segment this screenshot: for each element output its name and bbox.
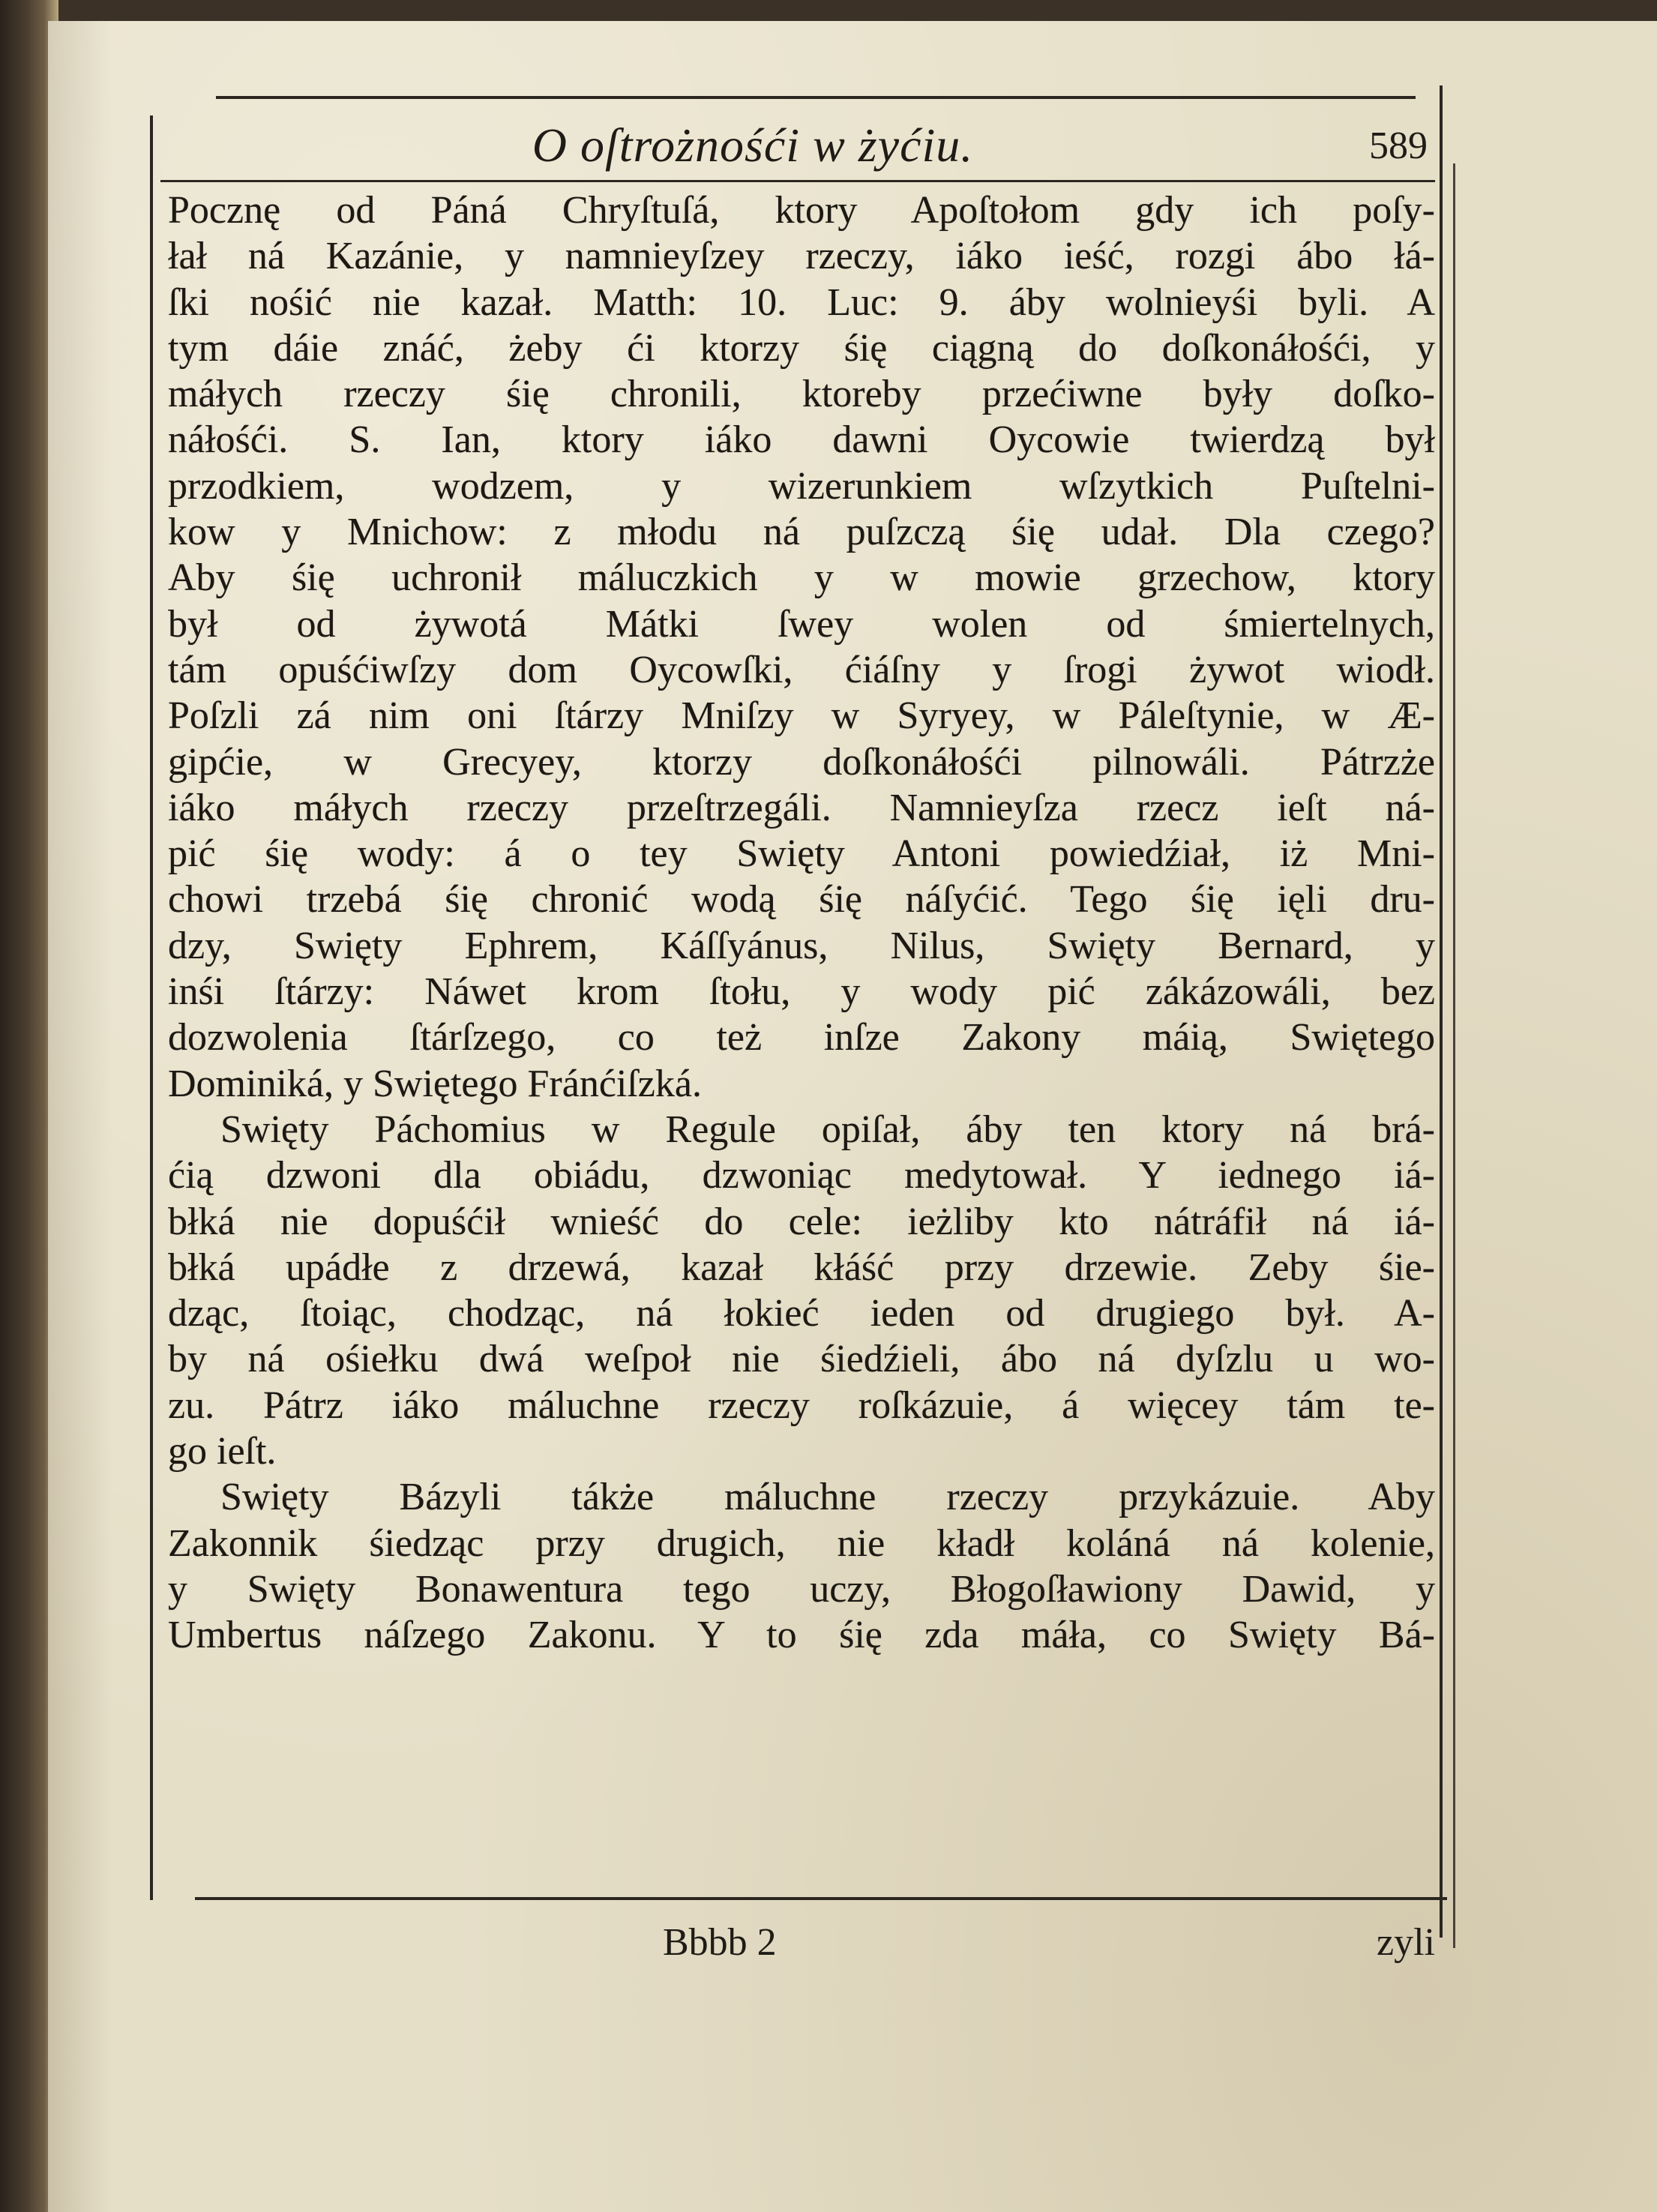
text-line: gipćie, w Grecyey, ktorzy doſkonáłośći pilnowáli. Pátrzże: [168, 740, 1435, 784]
signature-mark: Bbbb 2: [663, 1921, 777, 1964]
paragraph-end-line: Dominiká, y Swiętego Fránćiſzká.: [168, 1062, 702, 1105]
text-line: był od żywotá Mátki ſwey wolen od śmiertelnych,: [168, 602, 1435, 646]
top-border-rule: [216, 96, 1416, 99]
text-line: ćią dzwoni dla obiádu, dzwoniąc medytował. Y iednego iá-: [168, 1154, 1435, 1197]
text-line: náłośći. S. Ian, ktory iáko dawni Oycowie twierdzą był: [168, 418, 1435, 462]
text-line: iáko máłych rzeczy przeſtrzegáli. Namnieyſza rzecz ieſt ná-: [168, 786, 1435, 829]
text-line: łał ná Kazánie, y namnieyſzey rzeczy, iáko ieść, rozgi ábo łá-: [168, 235, 1435, 278]
text-line: Aby śię uchronił máluczkich y w mowie grzechow, ktory: [168, 556, 1435, 600]
text-line: ſki nośić nie kazał. Matth: 10. Luc: 9. áby wolnieyśi byli. A: [168, 280, 1435, 324]
text-line: tám opuśćiwſzy dom Oycowſki, ćiáſny y ſrogi żywot wiodł.: [168, 648, 1435, 691]
catchword: zyli: [1377, 1921, 1435, 1964]
text-line: Zakonnik śiedząc przy drugich, nie kładł koláná ná kolenie,: [168, 1521, 1435, 1565]
header-rule: [160, 180, 1435, 182]
text-line: inśi ſtárzy: Náwet krom ſtołu, y wody pić zákázowáli, bez: [168, 970, 1435, 1014]
text-line: zu. Pátrz iáko máluchne rzeczy roſkázuie, á więcey tám te-: [168, 1383, 1435, 1427]
running-title: O oſtrożnośći w żyćiu.: [532, 118, 974, 172]
book-page: [48, 21, 1657, 2212]
bottom-border-rule: [195, 1897, 1447, 1900]
text-line: dozwolenia ſtárſzego, co też inſze Zakony máią, Swiętego: [168, 1016, 1435, 1060]
text-line: błká nie dopuśćił wnieść do cele: ieżliby kto nátráfił ná iá-: [168, 1200, 1435, 1243]
text-line: dząc, ſtoiąc, chodząc, ná łokieć ieden od drugiego był. A-: [168, 1292, 1435, 1335]
right-inner-border-rule: [1453, 163, 1455, 1948]
text-line: tym dáie znáć, żeby ći ktorzy śię ciągną do doſkonáłośći, y: [168, 326, 1435, 370]
paragraph-start-line: Swięty Bázyli tákże máluchne rzeczy przykázuie. Aby: [220, 1476, 1435, 1519]
text-line: Umbertus náſzego Zakonu. Y to śię zda máła, co Swięty Bá-: [168, 1614, 1435, 1657]
text-line: by ná ośiełku dwá weſpoł nie śiedźieli, ábo ná dyſzlu u wo-: [168, 1338, 1435, 1381]
page-number: 589: [1369, 124, 1428, 167]
text-line: błká upádłe z drzewá, kazał kłáść przy drzewie. Zeby śie-: [168, 1245, 1435, 1289]
text-line: dzy, Swięty Ephrem, Káſſyánus, Nilus, Swięty Bernard, y: [168, 924, 1435, 967]
text-line: przodkiem, wodzem, y wizerunkiem wſzytkich Puſtelni-: [168, 464, 1435, 508]
body-text: [168, 187, 1435, 1659]
text-line: máłych rzeczy śię chronili, ktoreby przećiwne były doſko-: [168, 373, 1435, 416]
text-line: chowi trzebá śię chronić wodą śię náſyćić. Tego śię ięli dru-: [168, 878, 1435, 922]
paragraph-start-line: Swięty Páchomius w Regule opiſał, áby ten ktory ná brá-: [220, 1107, 1435, 1151]
text-line: pić śię wody: á o tey Swięty Antoni powiedźiał, iż Mni-: [168, 832, 1435, 876]
text-line: Pocznę od Páná Chryſtuſá, ktory Apoſtołom gdy ich poſy-: [168, 189, 1435, 232]
text-line: kow y Mnichow: z młodu ná puſzczą śię udał. Dla czego?: [168, 511, 1435, 554]
text-line: Poſzli zá nim oni ſtárzy Mniſzy w Syryey, w Páleſtynie, w Æ-: [168, 694, 1435, 738]
text-line: y Swięty Bonawentura tego uczy, Błogoſławiony Dawid, y: [168, 1567, 1435, 1611]
paragraph-end-line: go ieſt.: [168, 1430, 277, 1473]
right-border-rule: [1440, 85, 1443, 1938]
left-border-rule: [150, 115, 153, 1900]
